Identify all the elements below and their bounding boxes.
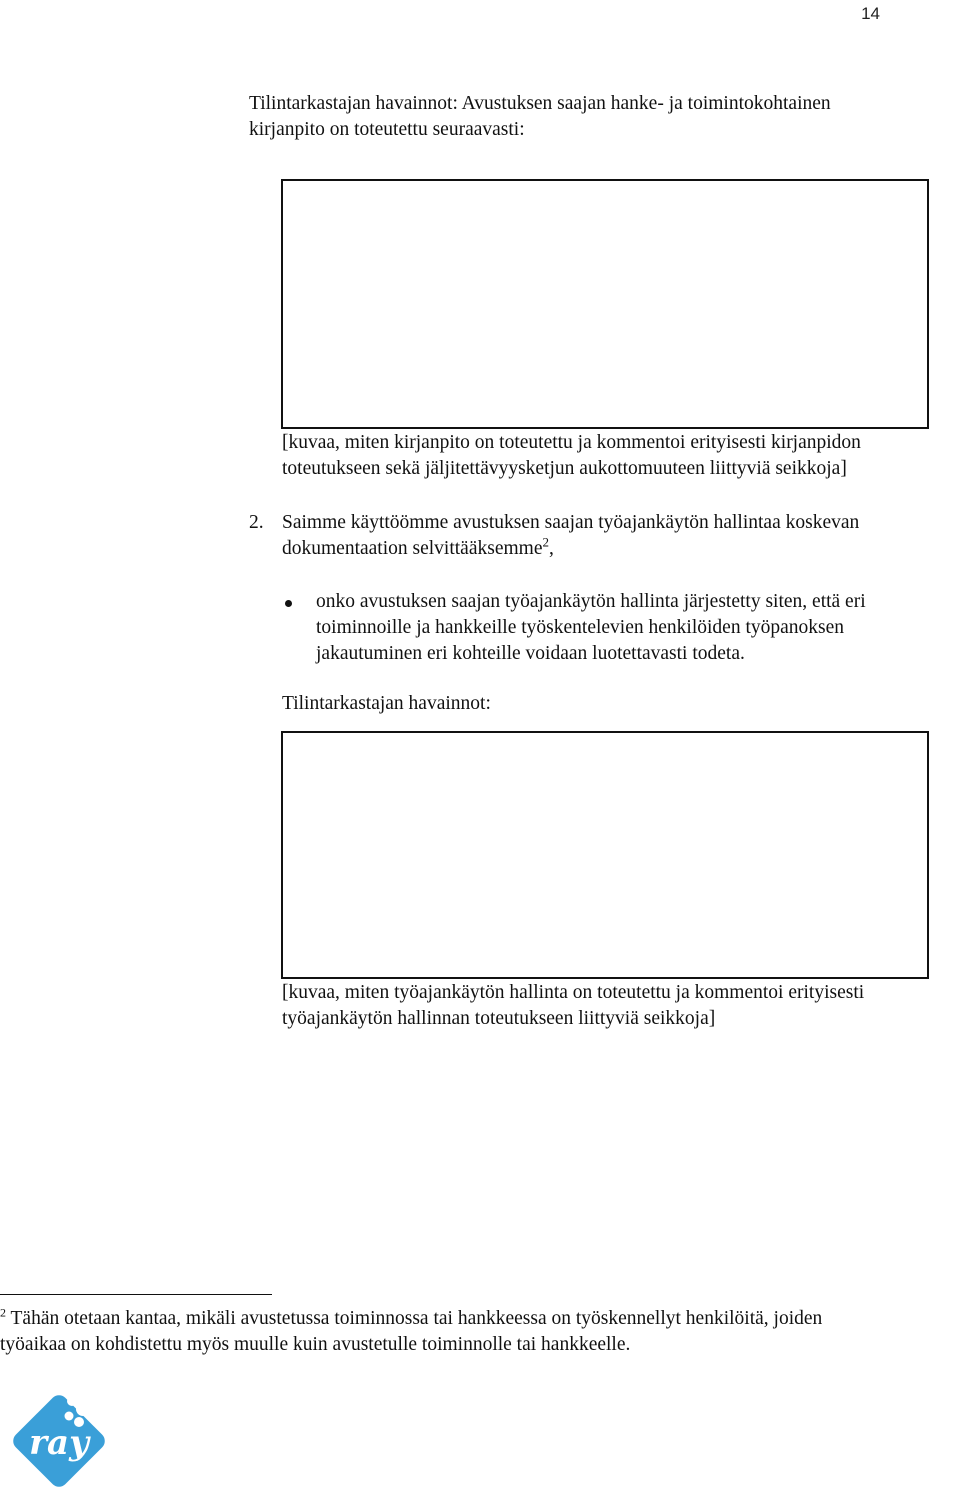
item-line: Saimme käyttöömme avustuksen saajan työajankäytön hallintaa koskevan [282,512,860,533]
bullet-icon [285,600,292,607]
item-text [282,510,960,562]
observation-paragraph-1 [249,91,949,143]
box-hint-2 [282,980,960,1032]
item-number: 2. [249,512,264,533]
footnote-line [0,1306,960,1332]
footnote-separator [0,1294,272,1295]
hint-line: toteutukseen sekä jäljitettävyysketjun aukottomuuteen liittyviä seikkoja] [282,458,847,479]
observation-input-box-1[interactable] [281,179,929,429]
hint-line: työajankäytön hallinnan toteutukseen liittyviä seikkoja] [282,1008,716,1029]
logo-text: ray [29,1423,89,1463]
bullet-line: jakautuminen eri kohteille voidaan luotettavasti todeta. [316,643,745,664]
observation-line: Tilintarkastajan havainnot: Avustuksen saajan hanke- ja toimintokohtainen [249,93,831,114]
footnote-marker: 2 [0,1305,6,1320]
footnote [0,1306,960,1358]
hint-line: [kuvaa, miten työajankäytön hallinta on toteutettu ja kommentoi erityisesti [282,982,865,1003]
page-number: 14 [861,4,880,23]
footnote-reference: 2 [542,534,549,550]
box-hint-1 [282,430,960,482]
item-line-text: dokumentaation selvittääksemme [282,538,543,559]
footnote-text: Tähän otetaan kantaa, mikäli avustetussa toiminnossa tai hankkeessa on työskennellyt henkilöitä, joiden [6,1308,823,1329]
bullet-text [316,589,960,667]
ray-logo [6,1388,112,1494]
hint-line: [kuvaa, miten kirjanpito on toteutettu ja kommentoi erityisesti kirjanpidon [282,432,861,453]
ray-logo-icon [6,1388,112,1494]
bullet-line: toiminnoille ja hankkeille työskentelevien henkilöiden työpanoksen [316,617,845,638]
bullet-line: onko avustuksen saajan työajankäytön hallinta järjestetty siten, että eri [316,591,866,612]
observation-label-2: Tilintarkastajan havainnot: [282,693,491,714]
item-line [282,536,960,562]
observation-input-box-2[interactable] [281,731,929,979]
footnote-line: työaikaa on kohdistettu myös muulle kuin avustetulle toiminnolle tai hankkeelle. [0,1334,631,1355]
item-line-punctuation: , [548,538,554,559]
observation-line: kirjanpito on toteutettu seuraavasti: [249,119,525,140]
